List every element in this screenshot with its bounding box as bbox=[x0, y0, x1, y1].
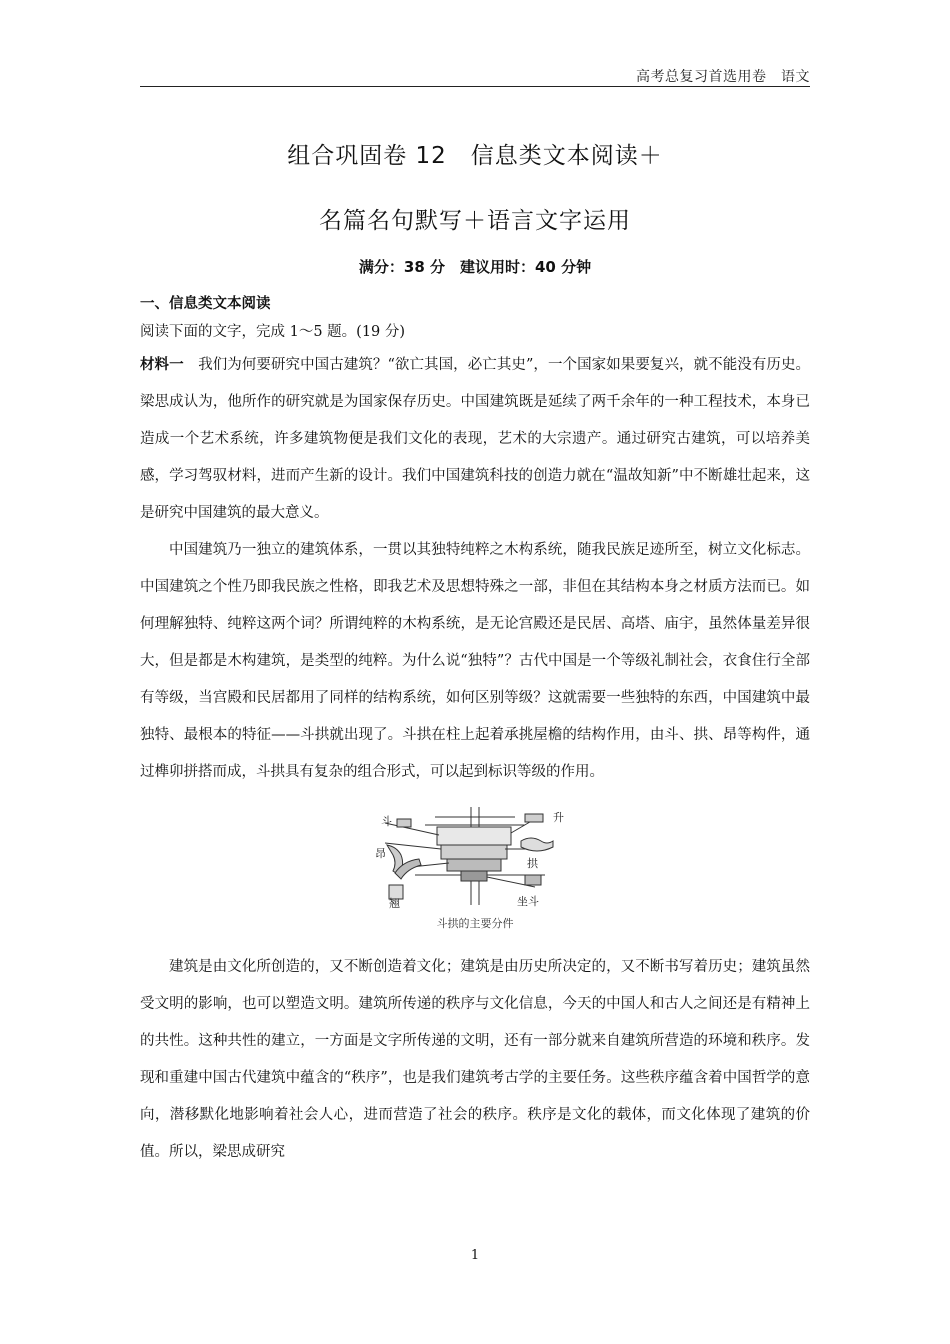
main-content bbox=[140, 291, 810, 1171]
label-sheng: 升 bbox=[553, 811, 564, 824]
running-header: 高考总复习首选用卷 语文 bbox=[636, 69, 810, 85]
page-title-line-2: 名篇名句默写＋语言文字运用 bbox=[319, 208, 631, 234]
header-rule bbox=[140, 86, 810, 87]
page-number: 1 bbox=[470, 1248, 480, 1263]
material-1-paragraph-1 bbox=[140, 347, 810, 532]
label-ang: 昂 bbox=[375, 847, 386, 860]
material-1-paragraph-2: 中国建筑乃一独立的建筑体系，一贯以其独特纯粹之木构系统，随我民族足迹所至，树立文化标志。中国建筑之个性乃即我民族之性格，即我艺术及思想特殊之一部，非但在其结构本身之材质方法而已。如何理解独特、纯粹这两个词？所谓纯粹的木构系统，是无论宫殿还是民居、高塔、庙宇，虽然体量差异很大，但是都是木构建筑，是类型的纯粹。为什么说“独特”？古代中国是一个等级礼制社会，衣食住行全部有等级，当宫殿和民居都用了同样的结构系统，如何区别等级？这就需要一些独特的东西，中国建筑中最独特、最根本的特征——斗拱就出现了。斗拱在柱上起着承挑屋檐的结构作用，由斗、拱、昂等构件，通过榫卯拼搭而成，斗拱具有复杂的组合形式，可以起到标识等级的作用。 bbox=[140, 542, 810, 780]
section-heading: 一、信息类文本阅读 bbox=[140, 296, 271, 312]
label-qiao: 翘 bbox=[389, 897, 400, 910]
material-1-label: 材料一 bbox=[140, 357, 184, 373]
figure-caption: 斗拱的主要分件 bbox=[436, 917, 514, 930]
label-gong: 拱 bbox=[527, 857, 538, 870]
paragraph-text: 我们为何要研究中国古建筑？“欲亡其国，必亡其史”，一个国家如果要复兴，就不能没有历史。梁思成认为，他所作的研究就是为国家保存历史。中国建筑既是延续了两千余年的一种工程技术，本身已造成一个艺术系统，许多建筑物便是我们文化的表现，艺术的大宗遗产。通过研究古建筑，可以培养美感，学习驾驭材料，进而产生新的设计。我们中国建筑科技的创造力就在“温故知新”中不断雄壮起来，这是研究中国建筑的最大意义。 bbox=[140, 357, 811, 521]
label-dou: 斗 bbox=[381, 815, 392, 828]
reading-instruction: 阅读下面的文字，完成 1～5 题。(19 分) bbox=[140, 324, 406, 340]
dougong-figure bbox=[375, 805, 575, 935]
material-1-paragraph-3: 建筑是由文化所创造的，又不断创造着文化；建筑是由历史所决定的，又不断书写着历史；建筑虽然受文明的影响，也可以塑造文明。建筑所传递的秩序与文化信息，今天的中国人和古人之间还是有精神上的共性。这种共性的建立，一方面是文字所传递的文明，还有一部分就来自建筑所营造的环境和秩序。发现和重建中国古代建筑中蕴含的“秩序”，也是我们建筑考古学的主要任务。这些秩序蕴含着中国哲学的意向，潜移默化地影响着社会人心，进而营造了社会的秩序。秩序是文化的载体，而文化体现了建筑的价值。所以，梁思成研究 bbox=[140, 959, 810, 1160]
dougong-illustration bbox=[375, 805, 575, 913]
page-title-line-1: 组合巩固卷 12 信息类文本阅读＋ bbox=[287, 143, 663, 169]
label-zuodou: 坐斗 bbox=[517, 895, 539, 908]
score-and-time: 满分：38 分 建议用时：40 分钟 bbox=[358, 258, 592, 276]
